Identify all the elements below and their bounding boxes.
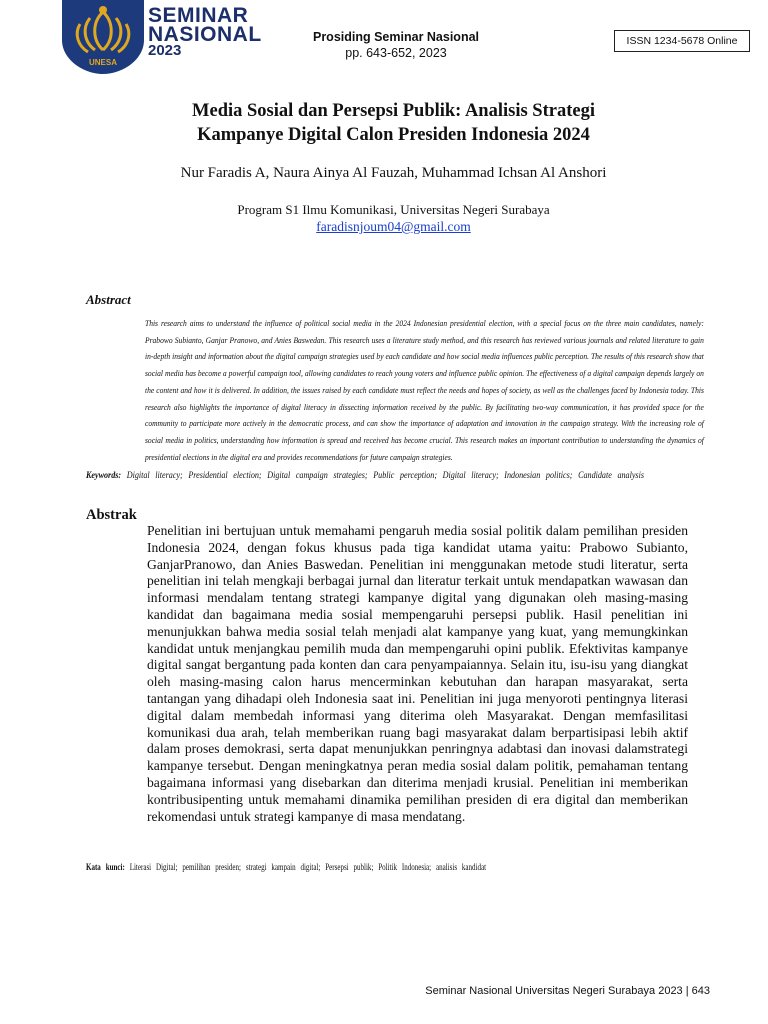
kata-kunci-text: Literasi Digital; pemilihan presiden; strategi kampain digital; Persepsi publik; Politik Indonesia; analisis kandidat (129, 862, 487, 872)
seminar-logo (62, 0, 277, 74)
issn-box (614, 30, 750, 52)
abstract-heading: Abstract (86, 292, 131, 307)
logo-title-line2: NASIONAL (148, 23, 262, 46)
title-line-1: Media Sosial dan Persepsi Publik: Analisis Strategi (192, 101, 595, 121)
author-email (150, 219, 637, 235)
keywords-text: Digital literacy; Presidential election; Digital campaign strategies; Public perception; Digital literacy; Indonesian politics; Candidate analysis (126, 470, 645, 480)
keywords-label: Keywords: (86, 470, 122, 480)
abstrak-body: Penelitian ini bertujuan untuk memahami pengaruh media sosial politik dalam pemilihan presiden Indonesia 2024, dengan fokus khusus pada tiga kandidat utama yaitu: Prabowo Subianto, GanjarPranowo, dan Anies Baswedan. Penelitian ini menggunakan metode studi literatur, serta penelitian ini telah mengkaji berbagai jurnal dan literatur terkait untuk mendapatkan wawasan dan informasi mendalam tentang strategi kampanye digital yang digunakan oleh masing-masing kandidat dan bagaimana media sosial mempengaruhi persepsi publik. Hasil penelitian ini menunjukkan bahwa media sosial telah menjadi alat kampanye yang kuat, yang memungkinkan kandidat untuk menjangkau pemilih muda dan mempengaruhi opini publik. Efektivitas kampanye digital sangat bergantung pada konten dan cara penyampaiannya. Selain itu, isu-isu yang diangkat oleh masing-masing calon harus mencerminkan kebutuhan dan harapan masyarakat, serta tantangan yang dihadapi oleh Indonesia saat ini. Penelitian ini juga menyoroti pentingnya literasi digital dalam membedah informasi yang diterima oleh Masyarakat. Dengan memfasilitasi komunikasi dua arah, telah memberikan ruang bagi masyarakat dalam berpartisipasi lebih aktif dalam proses demokrasi, serta dapat menunjukkan penringnya adabtasi dan inovasi dalamstrategi kampanye tersebut. Dengan meningkatnya peran media sosial dalam politik, pemahaman tentang bagaimana informasi yang disebarkan dan diterima menjadi krusial. Penelitian ini memberikan kontribusipenting untuk memahami dinamika pemilihan presiden di era digital dan memberikan rekomendasi untuk strategi kampanye di masa mendatang. (147, 523, 688, 824)
author-list: Nur Faradis A, Naura Ainya Al Fauzah, Muhammad Ichsan Al Anshori (180, 165, 607, 181)
abstrak-heading: Abstrak (86, 507, 137, 523)
keywords-en (86, 470, 644, 480)
paper-title (150, 99, 637, 147)
unesa-emblem-icon (62, 0, 144, 74)
journal-info (296, 29, 496, 61)
page-range: pp. 643-652, 2023 (345, 46, 447, 60)
kata-kunci-label: Kata kunci: (86, 862, 125, 872)
kata-kunci (86, 862, 486, 872)
emblem-text: UNESA (88, 58, 118, 67)
issn-label: ISSN 1234-5678 Online (626, 35, 738, 47)
title-line-2: Kampanye Digital Calon Presiden Indonesia 2024 (197, 125, 590, 145)
logo-year: 2023 (148, 42, 182, 59)
journal-name: Prosiding Seminar Nasional (312, 30, 479, 44)
page-footer: Seminar Nasional Universitas Negeri Surabaya 2023 | 643 (425, 985, 710, 997)
email-link[interactable]: faradisnjoum04@gmail.com (316, 219, 471, 234)
logo-title-line1: SEMINAR (148, 4, 249, 27)
affiliation: Program S1 Ilmu Komunikasi, Universitas Negeri Surabaya (237, 202, 550, 217)
abstract-body: This research aims to understand the influence of political social media in the 2024 Indonesian presidential election, with a special focus on the three main candidates, namely: Prabowo Subianto, Ganjar Pranowo, and Anies Baswedan. This research uses a literature study method, and this research has reviewed various journals and related literature to gain in-depth insight and information about the digital campaign strategies used by each candidate and how social media influences public perception. The results of this research show that social media has become a powerful campaign tool, allowing candidates to reach young voters and influence public opinion. The effectiveness of a digital campaign depends largely on the content and how it is delivered. In addition, the issues raised by each candidate must reflect the needs and hopes of society, as well as the challenges faced by Indonesia today. This research also highlights the importance of digital literacy in dissecting information received by the public. By facilitating two-way communication, it has provided space for the community to participate more actively in the democratic process, and can show the importance of adaptation and innovation in the campaign strategy. With the increasing role of social media in politics, understanding how information is spread and received has become crucial. This research makes an important contribution to understanding the dynamics of presidential elections in the digital era and provides recommendations for future campaign strategies. (145, 319, 704, 462)
